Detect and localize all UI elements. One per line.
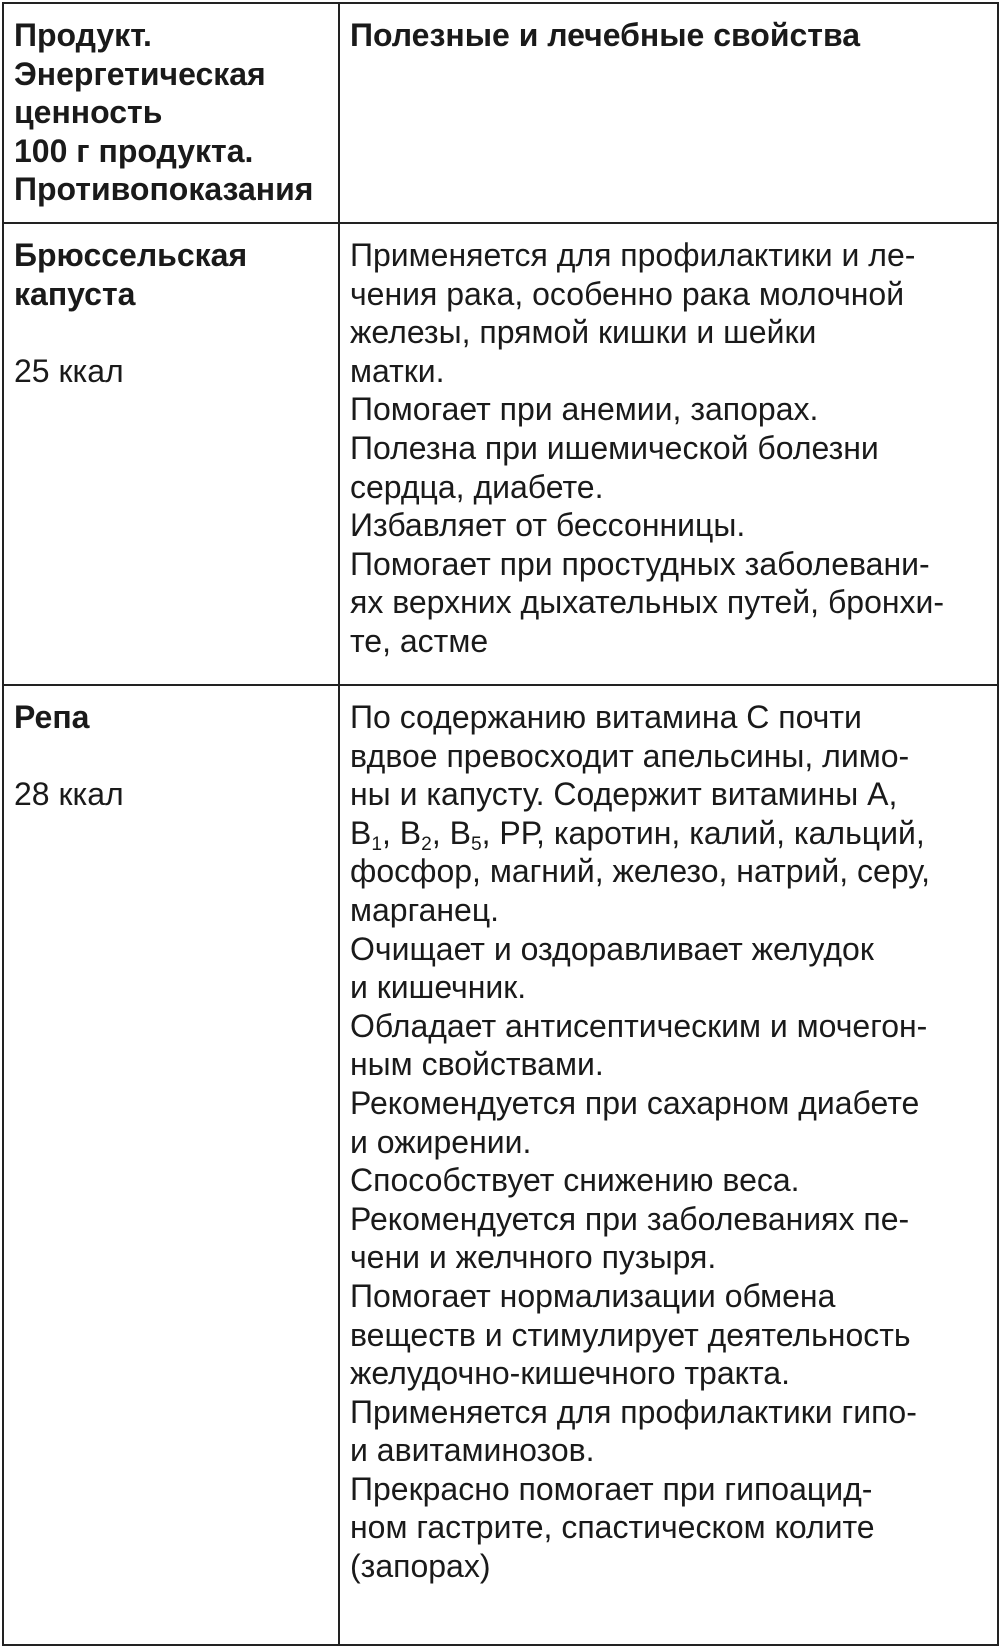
property-line: Прекрасно помогает при гипоацид- bbox=[350, 1470, 873, 1507]
property-line: марганец. bbox=[350, 891, 500, 928]
property-line: вдвое превосходит апельсины, лимо- bbox=[350, 737, 910, 774]
header-col2-label: Полезные и лечебные свойства bbox=[350, 17, 861, 53]
property-line: Применяется для профилактики гипо- bbox=[350, 1393, 917, 1430]
vitamin-line bbox=[350, 814, 989, 853]
property-line: Избавляет от бессонницы. bbox=[350, 507, 746, 544]
properties-cell bbox=[339, 223, 998, 685]
property-line: Обладает антисептическим и мочегон- bbox=[350, 1007, 928, 1044]
nutrition-table bbox=[2, 2, 999, 1646]
property-line: Применяется для профилактики и ле- bbox=[350, 237, 916, 273]
vitamin-sep: , В bbox=[382, 814, 422, 851]
property-line: желудочно-кишечного тракта. bbox=[350, 1355, 790, 1392]
property-line: Полезна при ишемической болезни bbox=[350, 429, 879, 466]
product-cell bbox=[3, 223, 339, 685]
product-name bbox=[14, 236, 330, 313]
property-line: Помогает при простудных заболевани- bbox=[350, 545, 930, 582]
vitamin-b: В bbox=[350, 814, 372, 851]
product-name-line: Репа bbox=[14, 699, 90, 735]
property-line: и авитаминозов. bbox=[350, 1432, 595, 1469]
product-kcal: 28 ккал bbox=[14, 776, 124, 813]
property-line: и кишечник. bbox=[350, 969, 527, 1006]
product-name-line: капуста bbox=[14, 275, 136, 312]
property-line: фосфор, магний, железо, натрий, серу, bbox=[350, 853, 930, 890]
vitamin-rest: , РР, каротин, калий, кальций, bbox=[481, 814, 925, 851]
product-kcal: 25 ккал bbox=[14, 352, 124, 389]
property-line: Очищает и оздоравливает желудок bbox=[350, 930, 874, 967]
product-name-line: Брюссельская bbox=[14, 237, 248, 273]
property-line: ях верхних дыхательных путей, бронхи- bbox=[350, 584, 945, 621]
property-line: те, астме bbox=[350, 622, 489, 659]
header-col1-line: Продукт. bbox=[14, 17, 152, 53]
header-col1-line: Энергетическая bbox=[14, 55, 266, 92]
property-line: Рекомендуется при заболеваниях пе- bbox=[350, 1200, 910, 1237]
property-line: Помогает при анемии, запорах. bbox=[350, 391, 819, 428]
property-line: По содержанию витамина С почти bbox=[350, 699, 862, 735]
property-line: Помогает нормализации обмена bbox=[350, 1277, 836, 1314]
header-properties-cell bbox=[339, 3, 998, 223]
property-line: ны и капусту. Содержит витамины А, bbox=[350, 776, 898, 813]
property-line: ном гастрите, спастическом колите bbox=[350, 1509, 875, 1546]
header-col1-line: ценность bbox=[14, 94, 163, 131]
table-header-row bbox=[3, 3, 998, 223]
product-cell bbox=[3, 685, 339, 1645]
properties-cell bbox=[339, 685, 998, 1645]
vitamin-sub: 2 bbox=[421, 833, 432, 855]
property-line: сердца, диабете. bbox=[350, 468, 604, 505]
property-line: чени и желчного пузыря. bbox=[350, 1239, 717, 1276]
property-line: ным свойствами. bbox=[350, 1046, 604, 1083]
property-line: Рекомендуется при сахарном диабете bbox=[350, 1084, 920, 1121]
table-row bbox=[3, 685, 998, 1645]
header-col1-line: 100 г продукта. bbox=[14, 132, 254, 169]
vitamin-sub: 1 bbox=[371, 833, 383, 855]
property-line: (запорах) bbox=[350, 1548, 491, 1585]
header-col1-line: Противопоказания bbox=[14, 171, 314, 208]
property-line: веществ и стимулирует деятельность bbox=[350, 1316, 911, 1353]
property-line: матки. bbox=[350, 352, 445, 389]
property-line: железы, прямой кишки и шейки bbox=[350, 314, 817, 351]
property-line: Способствует снижению веса. bbox=[350, 1162, 800, 1199]
vitamin-sub: 5 bbox=[470, 833, 482, 855]
property-line: чения рака, особенно рака молочной bbox=[350, 275, 905, 312]
header-product-cell bbox=[3, 3, 339, 223]
property-line: и ожирении. bbox=[350, 1123, 532, 1160]
table-row bbox=[3, 223, 998, 685]
product-name bbox=[14, 698, 330, 737]
vitamin-sep: , В bbox=[431, 814, 471, 851]
